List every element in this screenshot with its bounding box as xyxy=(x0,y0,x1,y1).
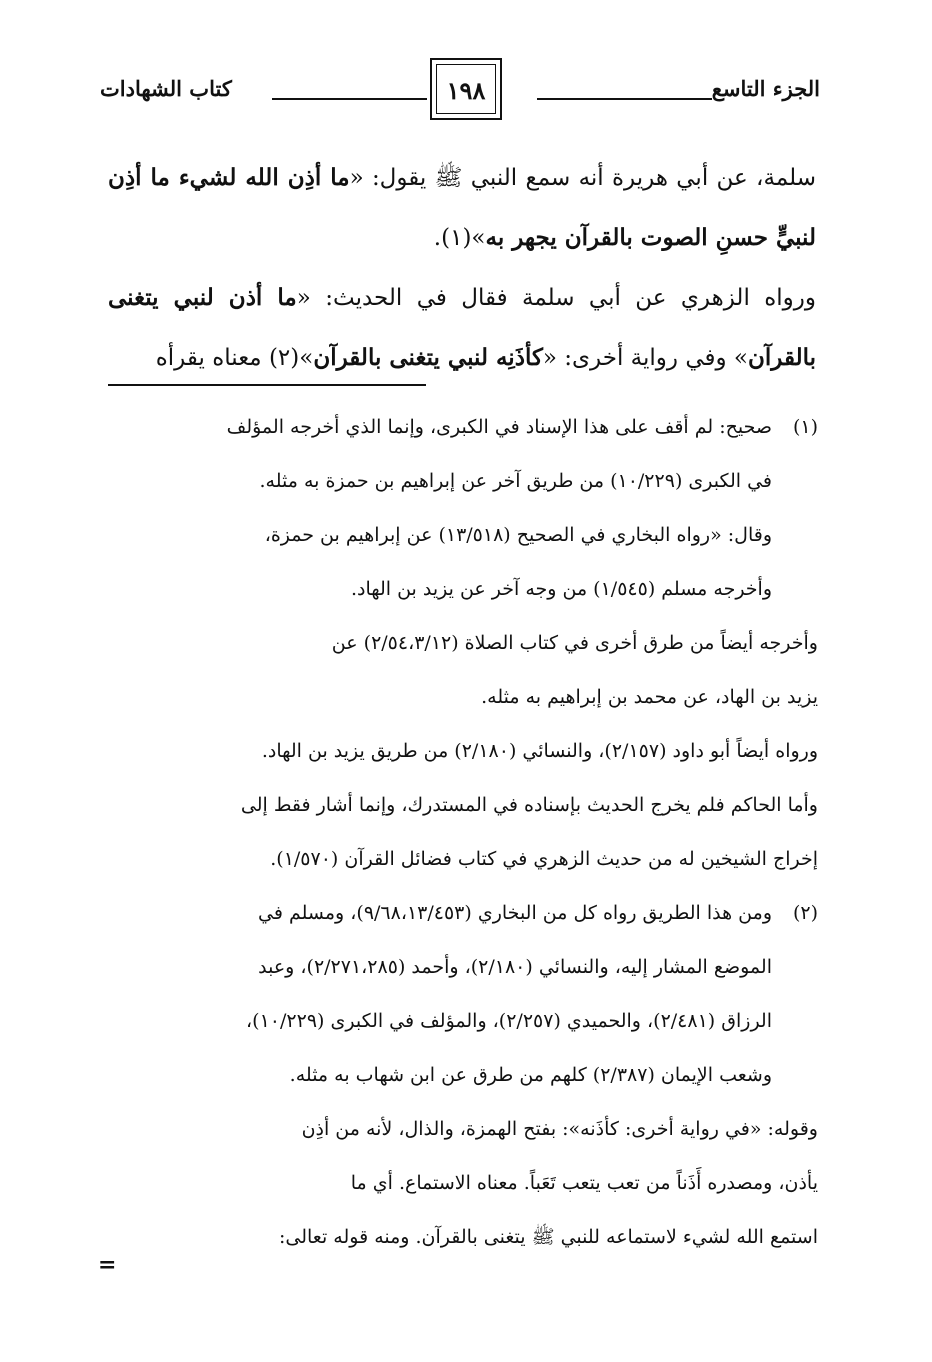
hadith-text-1: ما أذِن الله لشيء ما أذِن لنبيٍّ حسنِ الصوت بالقرآن يجهر به xyxy=(108,164,816,251)
footnote-1-text-1: صحيح: لم أقف على هذا الإسناد في الكبرى، وإنما الذي أخرجه المؤلف xyxy=(226,416,772,438)
book-title: كتاب الشهادات xyxy=(100,76,232,101)
footnote-1-line-5: وأخرجه أيضاً من طرق أخرى في كتاب الصلاة (٢/٥٤،٣/١٢) عن xyxy=(331,632,818,654)
page-number-box xyxy=(430,58,502,120)
footnote-3-line-1: وقوله: «في رواية أخرى: كأذَنه»: بفتح الهمزة، والذال، لأنه من أذِن xyxy=(301,1118,818,1140)
footnote-1-line-7: ورواه أيضاً أبو داود (٢/١٥٧)، والنسائي (٢/١٨٠) من طريق يزيد بن الهاد. xyxy=(261,740,818,762)
footnote-1-line-9: إخراج الشيخين له من حديث الزهري في كتاب فضائل القرآن (١/٥٧٠). xyxy=(270,848,818,870)
page-header xyxy=(100,58,820,124)
hadith-text-3: كأذَنِه لنبي يتغنى بالقرآن xyxy=(313,344,543,371)
footnote-2-line-1 xyxy=(106,886,818,940)
main-paragraph-1 xyxy=(108,148,816,268)
footnote-1-number: (١) xyxy=(792,416,818,438)
main-paragraph-2 xyxy=(108,268,816,388)
footnote-1-line-1 xyxy=(106,400,818,454)
footnote-1-line-8: وأما الحاكم فلم يخرج الحديث بإسناده في المستدرك، وإنما أشار فقط إلى xyxy=(240,794,818,816)
main-text xyxy=(108,148,816,388)
footnote-2-line-4: وشعب الإيمان (٢/٣٨٧) كلهم من طرق عن ابن شهاب به مثله. xyxy=(289,1064,772,1086)
main-p2-mid: » وفي رواية أخرى: « xyxy=(542,345,748,371)
hadith-text-2: ما أذن لنبي يتغنى بالقرآن xyxy=(108,284,816,371)
footnote-2-text-1: ومن هذا الطريق رواه كل من البخاري (٩/٦٨،١٣/٤٥٣)، ومسلم في xyxy=(258,902,772,924)
footnote-1-line-3: وقال: «رواه البخاري في الصحيح (١٣/٥١٨) عن إبراهيم بن حمزة، xyxy=(264,524,772,546)
main-p1-intro: سلمة، عن أبي هريرة أنه سمع النبي ﷺ يقول: « xyxy=(349,165,816,191)
footnote-1-line-4: وأخرجه مسلم (١/٥٤٥) من وجه آخر عن يزيد بن الهاد. xyxy=(350,578,772,600)
footnote-separator xyxy=(108,384,426,386)
footnote-1-line-6: يزيد بن الهاد، عن محمد بن إبراهيم به مثله. xyxy=(481,686,818,708)
footnote-2-line-3: الرزاق (٢/٤٨١)، والحميدي (٢/٢٥٧)، والمؤلف في الكبرى (١٠/٢٢٩)، xyxy=(246,1010,772,1032)
footnotes xyxy=(106,400,818,1264)
header-rule-right xyxy=(537,98,712,100)
volume-title: الجزء التاسع xyxy=(711,76,820,101)
main-p2-end: »(٢) معناه يقرأه xyxy=(155,345,314,371)
footnote-2-line-2: الموضع المشار إليه، والنسائي (٢/١٨٠)، وأحمد (٢/٢٧١،٢٨٥)، وعبد xyxy=(258,956,772,978)
footnote-3-line-3: استمع الله لشيء لاستماعه للنبي ﷺ يتغنى بالقرآن. ومنه قوله تعالى: xyxy=(278,1226,818,1248)
page-number: ١٩٨ xyxy=(446,76,486,105)
main-p1-end: »(١). xyxy=(433,225,486,251)
footnote-1-line-2: في الكبرى (١٠/٢٢٩) من طريق آخر عن إبراهيم بن حمزة به مثله. xyxy=(259,470,772,492)
continuation-mark: = xyxy=(98,1252,117,1278)
footnote-3-line-2: يأذن، ومصدره أَذَناً من تعب يتعب تَعَباً. معناه الاستماع. أي ما xyxy=(350,1172,818,1194)
header-rule-left xyxy=(272,98,427,100)
main-p2-intro: ورواه الزهري عن أبي سلمة فقال في الحديث: « xyxy=(296,285,816,311)
footnote-2-number: (٢) xyxy=(792,902,818,924)
